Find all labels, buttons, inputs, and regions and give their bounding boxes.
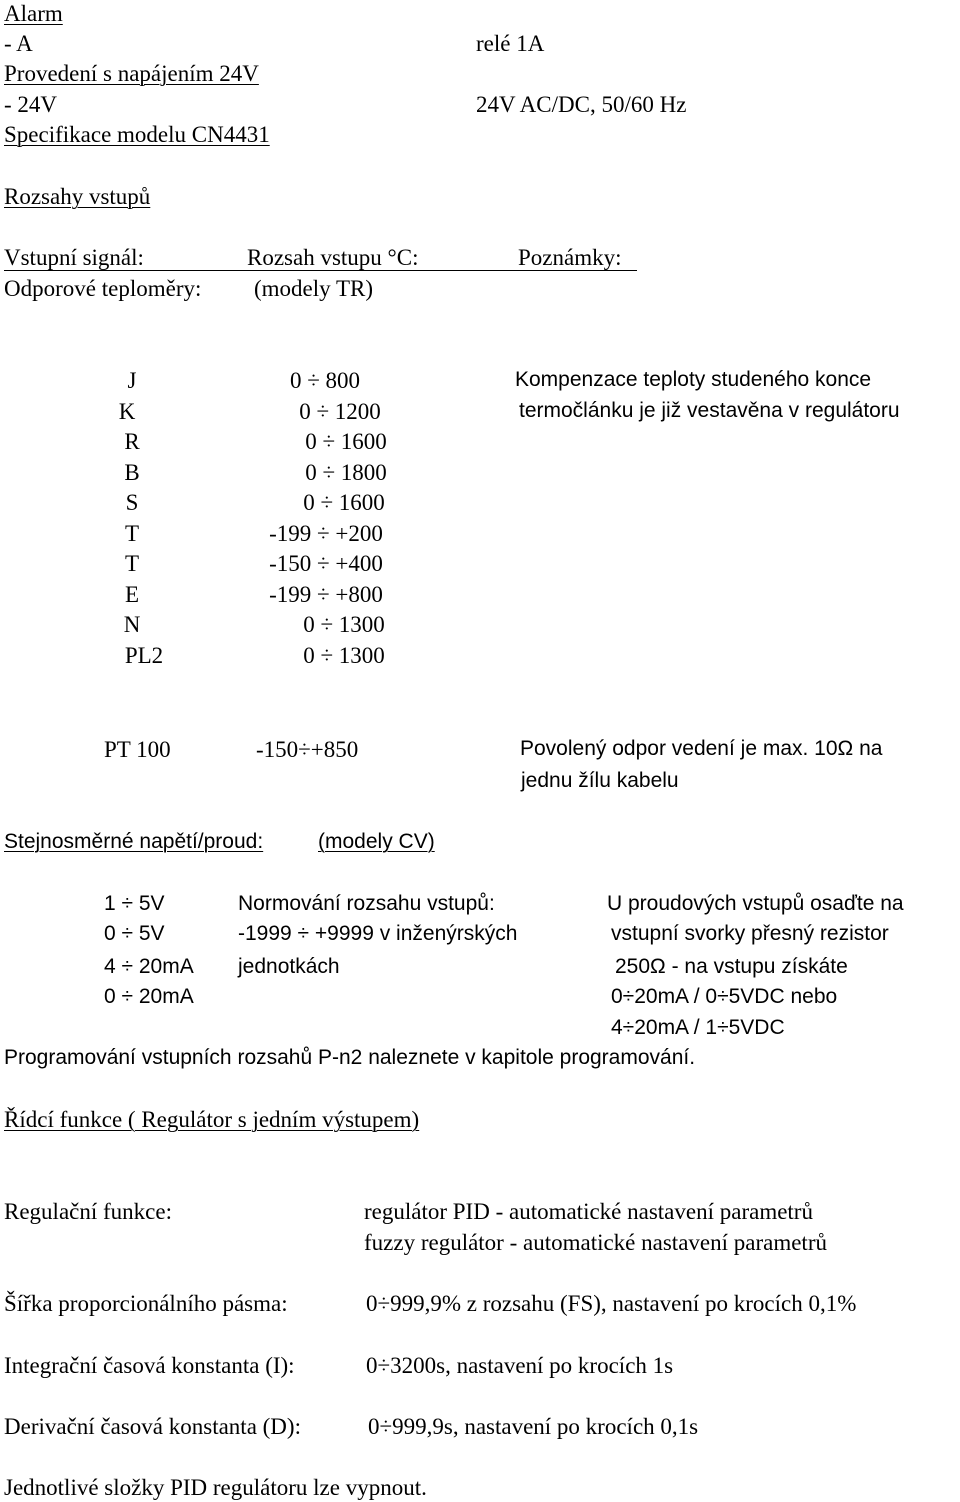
tc-type: S [125,490,139,515]
power-code: - 24V [4,92,58,117]
der-label: Derivační časová konstanta (D): [4,1414,301,1439]
int-value: 0÷3200s, nastavení po krocích 1s [366,1353,674,1378]
tc-type: T [124,521,140,546]
tc-range: 0 ÷ 1600 [305,429,387,454]
control-heading: Řídcí funkce ( Regulátor s jedním výstupem) [4,1107,420,1132]
power-heading: Provedení s napájením 24V [4,61,259,86]
col-notes: Poznámky: [518,245,622,270]
tc-type: N [123,612,141,637]
tc-type: J [127,368,137,393]
col-signal: Vstupní signál: [4,245,144,270]
reg-label: Regulační funkce: [4,1199,172,1224]
col-range: Rozsah vstupu °C: [247,245,419,270]
cv-note: vstupní svorky přesný rezistor [611,922,889,945]
alarm-value: relé 1A [476,31,545,56]
pt100-note: Povolený odpor vedení je max. 10Ω na [520,737,883,760]
tc-type: R [124,429,140,454]
cv-note: U proudových vstupů osaďte na [607,892,904,915]
spec-heading: Specifikace modelu CN4431 [4,122,270,147]
alarm-heading: Alarm [4,1,63,26]
tc-range: 0 ÷ 800 [289,368,361,393]
cv-signal: 0 ÷ 20mA [104,985,194,1008]
tc-type: K [118,399,136,424]
tc-type: B [124,460,140,485]
tc-range: -199 ÷ +800 [269,582,383,607]
der-value: 0÷999,9s, nastavení po krocích 0,1s [368,1414,699,1439]
cv-signal: 4 ÷ 20mA [104,955,194,978]
tc-type: E [124,582,140,607]
pt100-range: -150÷+850 [256,737,359,762]
cv-programming-note: Programování vstupních rozsahů P-n2 naleznete v kapitole programování. [4,1046,696,1069]
reg-value: regulátor PID - automatické nastavení parametrů [364,1199,813,1224]
pt100-type: PT 100 [104,737,171,762]
cv-heading: Stejnosměrné napětí/proud: [4,830,264,853]
tc-range: 0 ÷ 1800 [305,460,387,485]
cv-signal: 1 ÷ 5V [104,892,165,915]
cv-note: 4÷20mA / 1÷5VDC [611,1016,785,1039]
cv-models: (modely CV) [318,830,435,853]
cv-note: 0÷20mA / 0÷5VDC nebo [611,985,838,1008]
cv-scaling: jednotkách [238,955,340,978]
tr-label: Odporové teploměry: [4,276,202,301]
cv-note: 250Ω - na vstupu získáte [615,955,848,978]
reg-value: fuzzy regulátor - automatické nastavení parametrů [364,1230,827,1255]
tc-range: 0 ÷ 1300 [303,612,385,637]
power-value: 24V AC/DC, 50/60 Hz [476,92,687,117]
tc-range: 0 ÷ 1600 [303,490,385,515]
tc-type: T [124,551,140,576]
ranges-heading: Rozsahy vstupů [4,184,151,209]
cv-signal: 0 ÷ 5V [104,922,165,945]
tc-range: -150 ÷ +400 [269,551,383,576]
tc-type: PL2 [124,643,164,668]
tc-range: 0 ÷ 1200 [299,399,381,424]
tc-range: 0 ÷ 1300 [303,643,385,668]
tr-models: (modely TR) [254,276,374,301]
int-label: Integrační časová konstanta (I): [4,1353,295,1378]
pid-footer: Jednotlivé složky PID regulátoru lze vypnout. [4,1475,427,1500]
alarm-code: - A [4,31,33,56]
band-value: 0÷999,9% z rozsahu (FS), nastavení po krocích 0,1% [366,1291,857,1316]
tc-note: Kompenzace teploty studeného konce [515,368,872,391]
band-label: Šířka proporcionálního pásma: [4,1291,288,1316]
header-rule [4,270,637,271]
pt100-note: jednu žílu kabelu [521,769,679,792]
cv-scaling: -1999 ÷ +9999 v inženýrských [238,922,518,945]
tc-note: termočlánku je již vestavěna v regulátoru [519,399,900,422]
tc-range: -199 ÷ +200 [269,521,383,546]
cv-scaling: Normování rozsahu vstupů: [238,892,495,915]
